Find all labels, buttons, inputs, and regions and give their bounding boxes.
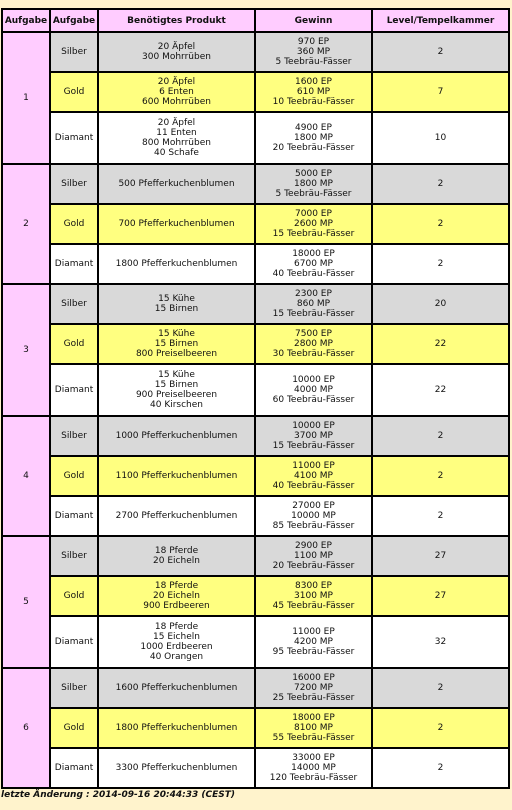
reward-line: 2800 MP: [294, 339, 333, 349]
reward: [256, 749, 371, 787]
required-product-line: 15 Kühe: [158, 329, 195, 339]
reward-line: 11000 EP: [292, 627, 335, 637]
tier-name: Diamant: [51, 365, 97, 415]
header-aufgabe: Aufgabe: [3, 10, 49, 31]
reward-line: 4000 MP: [294, 385, 333, 395]
reward-line: 5000 EP: [295, 169, 332, 179]
required-product: [99, 245, 254, 283]
reward-line: 2300 EP: [295, 289, 332, 299]
reward-line: 1600 EP: [295, 77, 332, 87]
reward-line: 8100 MP: [294, 723, 333, 733]
required-product: [99, 577, 254, 615]
required-product-line: 15 Birnen: [154, 339, 199, 349]
level: 2: [373, 497, 508, 535]
required-product-line: 500 Pfefferkuchenblumen: [118, 179, 235, 189]
table-row: [3, 285, 508, 323]
required-product: [99, 537, 254, 575]
reward-line: 45 Teebräu-Fässer: [272, 601, 355, 611]
tier-name: Gold: [51, 73, 97, 111]
required-product: [99, 33, 254, 71]
reward-line: 120 Teebräu-Fässer: [269, 773, 358, 783]
required-product-line: 1000 Erdbeeren: [140, 642, 213, 652]
reward-line: 2600 MP: [294, 219, 333, 229]
required-product-line: 2700 Pfefferkuchenblumen: [115, 511, 238, 521]
reward-line: 7000 EP: [295, 209, 332, 219]
level: 27: [373, 537, 508, 575]
reward-line: 95 Teebräu-Fässer: [272, 647, 355, 657]
required-product: [99, 497, 254, 535]
tier-name: Gold: [51, 325, 97, 363]
required-product: [99, 457, 254, 495]
required-product-line: 20 Äpfel: [157, 118, 196, 128]
tier-name: Silber: [51, 285, 97, 323]
table-row: [3, 749, 508, 787]
header-product: Benötigtes Produkt: [99, 10, 254, 31]
level: 2: [373, 33, 508, 71]
required-product-line: 300 Mohrrüben: [142, 52, 211, 62]
required-product-line: 15 Birnen: [154, 304, 199, 314]
level: 10: [373, 113, 508, 163]
table-row: [3, 577, 508, 615]
reward: [256, 285, 371, 323]
required-product-line: 20 Eicheln: [153, 556, 200, 566]
reward-line: 610 MP: [296, 87, 331, 97]
level: 7: [373, 73, 508, 111]
reward-line: 20 Teebräu-Fässer: [272, 143, 355, 153]
tier-name: Silber: [51, 33, 97, 71]
table-row: [3, 497, 508, 535]
reward: [256, 577, 371, 615]
table-row: [3, 417, 508, 455]
reward-line: 15 Teebräu-Fässer: [272, 441, 355, 451]
reward-line: 33000 EP: [292, 753, 335, 763]
reward-line: 7500 EP: [295, 329, 332, 339]
table-body: [3, 33, 508, 787]
required-product-line: 700 Pfefferkuchenblumen: [118, 219, 235, 229]
tier-name: Silber: [51, 669, 97, 707]
level: 2: [373, 165, 508, 203]
task-number: 1: [3, 33, 49, 163]
reward-line: 360 MP: [296, 47, 331, 57]
reward-line: 85 Teebräu-Fässer: [272, 521, 355, 531]
required-product-line: 15 Birnen: [154, 380, 199, 390]
reward-line: 6700 MP: [294, 259, 333, 269]
required-product: [99, 417, 254, 455]
required-product: [99, 669, 254, 707]
reward-line: 10000 MP: [291, 511, 336, 521]
reward-line: 14000 MP: [291, 763, 336, 773]
required-product-line: 900 Erdbeeren: [143, 601, 210, 611]
task-number: 4: [3, 417, 49, 535]
required-product: [99, 73, 254, 111]
reward: [256, 709, 371, 747]
tier-name: Diamant: [51, 617, 97, 667]
reward-line: 10000 EP: [292, 375, 335, 385]
reward-line: 10000 EP: [292, 421, 335, 431]
reward-line: 15 Teebräu-Fässer: [272, 309, 355, 319]
reward-line: 3100 MP: [294, 591, 333, 601]
level: 2: [373, 669, 508, 707]
required-product-line: 1800 Pfefferkuchenblumen: [115, 723, 238, 733]
reward: [256, 165, 371, 203]
reward-line: 25 Teebräu-Fässer: [272, 693, 355, 703]
reward-line: 4900 EP: [295, 123, 332, 133]
reward-line: 1800 MP: [294, 179, 333, 189]
reward-line: 5 Teebräu-Fässer: [275, 189, 352, 199]
required-product-line: 600 Mohrrüben: [142, 97, 211, 107]
required-product-line: 15 Eicheln: [153, 632, 200, 642]
reward-line: 5 Teebräu-Fässer: [275, 57, 352, 67]
required-product: [99, 709, 254, 747]
tier-name: Diamant: [51, 497, 97, 535]
table-row: [3, 669, 508, 707]
required-product-line: 11 Enten: [156, 128, 197, 138]
tier-name: Diamant: [51, 113, 97, 163]
required-product-line: 20 Eicheln: [153, 591, 200, 601]
required-product-line: 15 Kühe: [158, 294, 195, 304]
quest-table: [1, 8, 510, 789]
reward-line: 60 Teebräu-Fässer: [272, 395, 355, 405]
tier-name: Gold: [51, 205, 97, 243]
reward: [256, 33, 371, 71]
required-product-line: 1100 Pfefferkuchenblumen: [115, 471, 238, 481]
tier-name: Silber: [51, 537, 97, 575]
level: 27: [373, 577, 508, 615]
reward: [256, 497, 371, 535]
level: 2: [373, 709, 508, 747]
reward: [256, 365, 371, 415]
reward-line: 10 Teebräu-Fässer: [272, 97, 355, 107]
tier-name: Gold: [51, 577, 97, 615]
required-product-line: 18 Pferde: [154, 581, 199, 591]
reward-line: 1800 MP: [294, 133, 333, 143]
reward: [256, 617, 371, 667]
required-product-line: 18 Pferde: [154, 622, 199, 632]
table-row: [3, 709, 508, 747]
reward-line: 15 Teebräu-Fässer: [272, 229, 355, 239]
reward-line: 2900 EP: [295, 541, 332, 551]
last-modified: letzte Änderung : 2014-09-16 20:44:33 (CEST): [1, 790, 235, 800]
reward-line: 970 EP: [297, 37, 330, 47]
reward-line: 18000 EP: [292, 713, 335, 723]
required-product: [99, 205, 254, 243]
reward: [256, 113, 371, 163]
table-row: [3, 113, 508, 163]
header-reward: Gewinn: [256, 10, 371, 31]
reward-line: 30 Teebräu-Fässer: [272, 349, 355, 359]
required-product-line: 1000 Pfefferkuchenblumen: [115, 431, 238, 441]
table-row: [3, 245, 508, 283]
tier-name: Silber: [51, 417, 97, 455]
table-header-row: [3, 10, 508, 31]
level: 2: [373, 457, 508, 495]
required-product-line: 3300 Pfefferkuchenblumen: [115, 763, 238, 773]
required-product-line: 20 Äpfel: [157, 77, 196, 87]
reward-line: 4200 MP: [294, 637, 333, 647]
required-product-line: 15 Kühe: [158, 370, 195, 380]
required-product-line: 1600 Pfefferkuchenblumen: [115, 683, 238, 693]
level: 2: [373, 749, 508, 787]
reward: [256, 669, 371, 707]
reward-line: 20 Teebräu-Fässer: [272, 561, 355, 571]
required-product: [99, 165, 254, 203]
required-product: [99, 617, 254, 667]
table-row: [3, 365, 508, 415]
reward-line: 18000 EP: [292, 249, 335, 259]
tier-name: Silber: [51, 165, 97, 203]
level: 2: [373, 205, 508, 243]
table-row: [3, 457, 508, 495]
tier-name: Gold: [51, 709, 97, 747]
level: 20: [373, 285, 508, 323]
task-number: 6: [3, 669, 49, 787]
table-row: [3, 325, 508, 363]
reward: [256, 325, 371, 363]
reward: [256, 537, 371, 575]
level: 2: [373, 417, 508, 455]
tier-name: Gold: [51, 457, 97, 495]
table-row: [3, 73, 508, 111]
required-product-line: 40 Schafe: [154, 148, 199, 158]
required-product-line: 1800 Pfefferkuchenblumen: [115, 259, 238, 269]
reward-line: 40 Teebräu-Fässer: [272, 481, 355, 491]
reward-line: 3700 MP: [294, 431, 333, 441]
reward: [256, 245, 371, 283]
required-product-line: 18 Pferde: [154, 546, 199, 556]
required-product-line: 6 Enten: [159, 87, 194, 97]
reward-line: 8300 EP: [295, 581, 332, 591]
reward-line: 55 Teebräu-Fässer: [272, 733, 355, 743]
reward-line: 40 Teebräu-Fässer: [272, 269, 355, 279]
required-product: [99, 365, 254, 415]
task-number: 5: [3, 537, 49, 667]
reward-line: 16000 EP: [292, 673, 335, 683]
level: 22: [373, 365, 508, 415]
reward: [256, 417, 371, 455]
required-product-line: 40 Orangen: [149, 652, 204, 662]
required-product-line: 800 Mohrrüben: [142, 138, 211, 148]
reward-line: 860 MP: [296, 299, 331, 309]
header-level: Level/Tempelkammer: [373, 10, 508, 31]
required-product-line: 20 Äpfel: [157, 42, 196, 52]
reward-line: 11000 EP: [292, 461, 335, 471]
reward-line: 7200 MP: [294, 683, 333, 693]
level: 32: [373, 617, 508, 667]
header-aufgabe-tier: Aufgabe: [51, 10, 97, 31]
reward: [256, 205, 371, 243]
task-number: 3: [3, 285, 49, 415]
table-row: [3, 33, 508, 71]
reward-line: 27000 EP: [292, 501, 335, 511]
task-number: 2: [3, 165, 49, 283]
required-product: [99, 285, 254, 323]
required-product-line: 900 Preiselbeeren: [135, 390, 218, 400]
reward-line: 1100 MP: [294, 551, 333, 561]
table-row: [3, 205, 508, 243]
level: 2: [373, 245, 508, 283]
required-product-line: 40 Kirschen: [150, 400, 203, 410]
required-product: [99, 113, 254, 163]
table-row: [3, 617, 508, 667]
reward: [256, 457, 371, 495]
required-product: [99, 749, 254, 787]
required-product-line: 800 Preiselbeeren: [135, 349, 218, 359]
level: 22: [373, 325, 508, 363]
table-row: [3, 165, 508, 203]
table-row: [3, 537, 508, 575]
reward: [256, 73, 371, 111]
tier-name: Diamant: [51, 245, 97, 283]
tier-name: Diamant: [51, 749, 97, 787]
required-product: [99, 325, 254, 363]
reward-line: 4100 MP: [294, 471, 333, 481]
